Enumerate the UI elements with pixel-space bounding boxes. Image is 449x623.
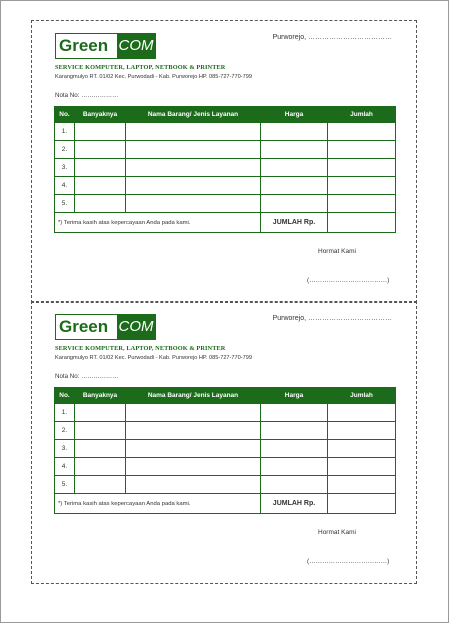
row-number: 3.: [55, 440, 75, 458]
logo-green-text: Green: [56, 315, 117, 339]
col-header-harga: Harga: [261, 388, 328, 404]
greencom-logo: [55, 314, 156, 340]
receipt-slip-bottom: [31, 301, 417, 584]
address-line: Karangmulyo RT. 01/02 Kec. Purwodadi - Kab. Purworejo HP. 085-727-770-799: [55, 355, 252, 361]
signature-line[interactable]: (………………………………): [307, 558, 390, 565]
item-cell[interactable]: [126, 422, 261, 440]
qty-cell[interactable]: [75, 195, 126, 213]
qty-cell[interactable]: [75, 177, 126, 195]
price-cell[interactable]: [261, 404, 328, 422]
amount-cell[interactable]: [328, 123, 396, 141]
col-header-nama-barang: Nama Barang/ Jenis Layanan: [126, 107, 261, 123]
table-header-row: [55, 107, 396, 123]
col-header-jumlah: Jumlah: [328, 107, 396, 123]
table-row: [55, 195, 396, 213]
price-cell[interactable]: [261, 123, 328, 141]
amount-cell[interactable]: [328, 476, 396, 494]
items-table: [54, 387, 396, 514]
nota-number-field[interactable]: Nota No: ………………: [55, 92, 119, 99]
qty-cell[interactable]: [75, 422, 126, 440]
item-cell[interactable]: [126, 123, 261, 141]
place-date-line[interactable]: Purworejo, ………………………………: [272, 315, 392, 322]
service-heading: SERVICE KOMPUTER, LAPTOP, NETBOOK & PRINTER: [55, 345, 226, 352]
col-header-banyaknya: Banyaknya: [75, 388, 126, 404]
row-number: 5.: [55, 476, 75, 494]
service-heading: SERVICE KOMPUTER, LAPTOP, NETBOOK & PRINTER: [55, 64, 226, 71]
qty-cell[interactable]: [75, 159, 126, 177]
qty-cell[interactable]: [75, 476, 126, 494]
col-header-nama-barang: Nama Barang/ Jenis Layanan: [126, 388, 261, 404]
price-cell[interactable]: [261, 177, 328, 195]
row-number: 5.: [55, 195, 75, 213]
row-number: 1.: [55, 123, 75, 141]
items-table: [54, 106, 396, 233]
logo-com-text: COM: [117, 315, 155, 339]
table-row: [55, 177, 396, 195]
amount-cell[interactable]: [328, 422, 396, 440]
greencom-logo: [55, 33, 156, 59]
row-number: 4.: [55, 177, 75, 195]
total-amount-cell[interactable]: [328, 213, 396, 233]
thank-you-note: *) Terima kasih atas kepercayaan Anda pada kami.: [55, 213, 261, 233]
amount-cell[interactable]: [328, 458, 396, 476]
total-amount-cell[interactable]: [328, 494, 396, 514]
price-cell[interactable]: [261, 159, 328, 177]
table-header-row: [55, 388, 396, 404]
table-footer-row: [55, 494, 396, 514]
col-header-no: No.: [55, 388, 75, 404]
table-row: [55, 440, 396, 458]
table-row: [55, 476, 396, 494]
receipt-slip-top: [31, 20, 417, 303]
amount-cell[interactable]: [328, 141, 396, 159]
amount-cell[interactable]: [328, 177, 396, 195]
col-header-no: No.: [55, 107, 75, 123]
col-header-harga: Harga: [261, 107, 328, 123]
table-row: [55, 458, 396, 476]
nota-number-field[interactable]: Nota No: ………………: [55, 373, 119, 380]
item-cell[interactable]: [126, 195, 261, 213]
amount-cell[interactable]: [328, 404, 396, 422]
col-header-jumlah: Jumlah: [328, 388, 396, 404]
signature-line[interactable]: (………………………………): [307, 277, 390, 284]
item-cell[interactable]: [126, 440, 261, 458]
price-cell[interactable]: [261, 141, 328, 159]
item-cell[interactable]: [126, 458, 261, 476]
row-number: 2.: [55, 141, 75, 159]
qty-cell[interactable]: [75, 404, 126, 422]
table-footer-row: [55, 213, 396, 233]
qty-cell[interactable]: [75, 458, 126, 476]
col-header-banyaknya: Banyaknya: [75, 107, 126, 123]
table-row: [55, 141, 396, 159]
place-date-line[interactable]: Purworejo, ………………………………: [272, 34, 392, 41]
row-number: 1.: [55, 404, 75, 422]
qty-cell[interactable]: [75, 141, 126, 159]
table-row: [55, 422, 396, 440]
table-row: [55, 404, 396, 422]
closing-text: Hormat Kami: [318, 248, 356, 255]
item-cell[interactable]: [126, 141, 261, 159]
price-cell[interactable]: [261, 440, 328, 458]
row-number: 3.: [55, 159, 75, 177]
total-label: JUMLAH Rp.: [261, 494, 328, 514]
price-cell[interactable]: [261, 458, 328, 476]
price-cell[interactable]: [261, 422, 328, 440]
closing-text: Hormat Kami: [318, 529, 356, 536]
table-row: [55, 159, 396, 177]
amount-cell[interactable]: [328, 159, 396, 177]
table-row: [55, 123, 396, 141]
price-cell[interactable]: [261, 476, 328, 494]
row-number: 4.: [55, 458, 75, 476]
amount-cell[interactable]: [328, 440, 396, 458]
thank-you-note: *) Terima kasih atas kepercayaan Anda pada kami.: [55, 494, 261, 514]
item-cell[interactable]: [126, 159, 261, 177]
row-number: 2.: [55, 422, 75, 440]
price-cell[interactable]: [261, 195, 328, 213]
logo-green-text: Green: [56, 34, 117, 58]
total-label: JUMLAH Rp.: [261, 213, 328, 233]
item-cell[interactable]: [126, 177, 261, 195]
qty-cell[interactable]: [75, 123, 126, 141]
amount-cell[interactable]: [328, 195, 396, 213]
address-line: Karangmulyo RT. 01/02 Kec. Purwodadi - Kab. Purworejo HP. 085-727-770-799: [55, 74, 252, 80]
item-cell[interactable]: [126, 404, 261, 422]
qty-cell[interactable]: [75, 440, 126, 458]
item-cell[interactable]: [126, 476, 261, 494]
logo-com-text: COM: [117, 34, 155, 58]
